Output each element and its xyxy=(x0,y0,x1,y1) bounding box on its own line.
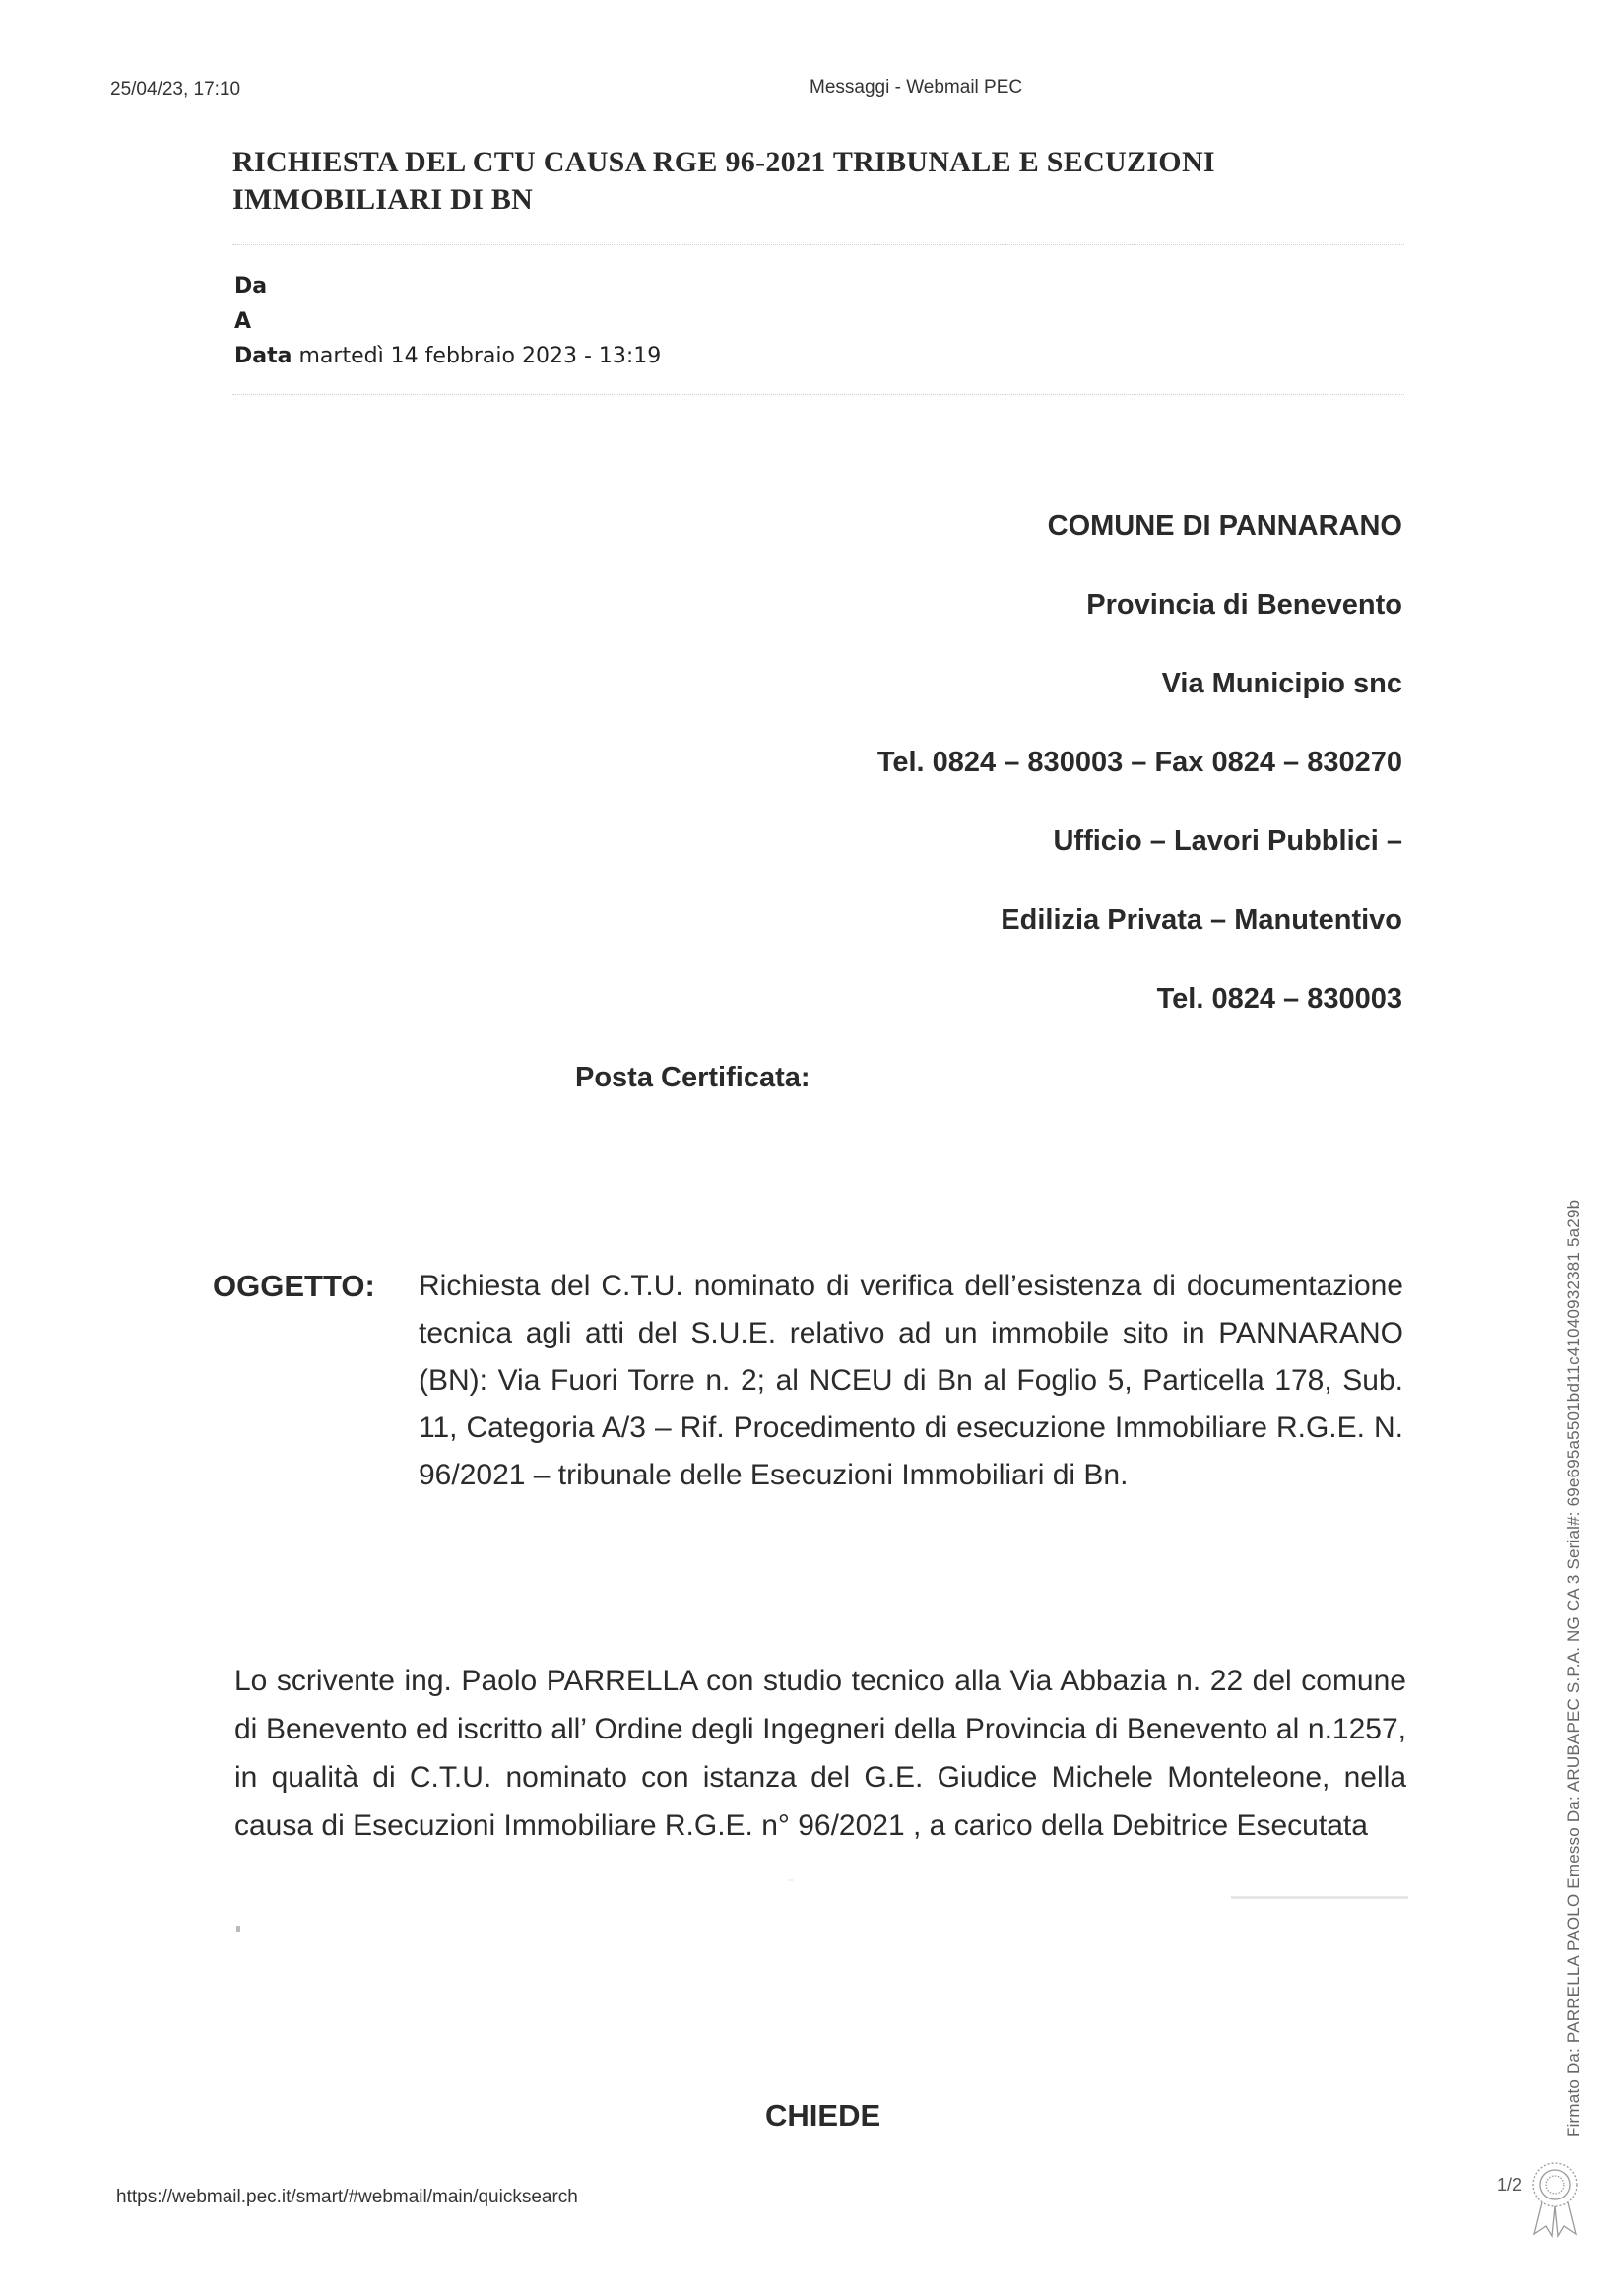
oggetto-text: Richiesta del C.T.U. nominato di verifica dell’esistenza di documentazione tecnica agli atti del S.U.E. relativo ad un immobile sito in PANNARANO (BN): Via Fuori Torre n. 2; al NCEU di Bn al Foglio 5, Particella 178, Sub. 11, Categoria A/3 – Rif. Procedimento di esecuzione Immobiliare R.G.E. N. 96/2021 – tribunale delle Esecuzioni Immobiliari di Bn. xyxy=(419,1270,1403,1491)
letterhead-provincia: Provincia di Benevento xyxy=(1086,589,1402,621)
print-title: Messaggi - Webmail PEC xyxy=(810,77,1023,98)
date-row xyxy=(234,344,661,368)
redacted-mark xyxy=(788,1879,794,1881)
letterhead-comune: COMUNE DI PANNARANO xyxy=(1047,510,1402,542)
divider xyxy=(232,394,1404,395)
redacted-mark xyxy=(1231,1896,1408,1899)
date-value: martedì 14 febbraio 2023 - 13:19 xyxy=(298,344,662,368)
to-label: A xyxy=(234,309,252,334)
digital-signature-stamp xyxy=(1556,1133,1595,2137)
to-row xyxy=(234,309,251,334)
print-datetime: 25/04/23, 17:10 xyxy=(110,79,241,99)
letterhead-phone-fax: Tel. 0824 – 830003 – Fax 0824 – 830270 xyxy=(876,747,1402,778)
signature-seal-icon xyxy=(1524,2155,1586,2238)
divider xyxy=(232,244,1404,245)
posta-certificata-label: Posta Certificata: xyxy=(575,1062,810,1093)
oggetto-label: OGGETTO: xyxy=(213,1269,375,1303)
letterhead-phone: Tel. 0824 – 830003 xyxy=(1156,983,1402,1015)
message-subject: RICHIESTA DEL CTU CAUSA RGE 96-2021 TRIBUNALE E SECUZIONI IMMOBILIARI DI BN xyxy=(232,146,1215,216)
letterhead-department: Edilizia Privata – Manutentivo xyxy=(1001,904,1402,936)
letterhead-address: Via Municipio snc xyxy=(1161,668,1402,699)
letterhead-office: Ufficio – Lavori Pubblici – xyxy=(1053,825,1402,857)
body-paragraph: Lo scrivente ing. Paolo PARRELLA con studio tecnico alla Via Abbazia n. 22 del comune di Benevento ed iscritto all’ Ordine degli Ingegneri della Provincia di Benevento al n.1257, in qualità di C.T.U. nominato con istanza del G.E. Giudice Michele Monteleone, nella causa di Esecuzioni Immobiliare R.G.E. n° 96/2021 , a carico della Debitrice Esecutata xyxy=(234,1665,1406,1842)
redacted-mark xyxy=(236,1926,240,1932)
digital-signature-text: Firmato Da: PARRELLA PAOLO Emesso Da: ARUBAPEC S.P.A. NG CA 3 Serial#: 69e695a5501bd11c41040932381 5a29b xyxy=(1564,1199,1583,2137)
chiede-heading: CHIEDE xyxy=(765,2098,881,2132)
date-label: Data xyxy=(234,344,292,368)
page-number: 1/2 xyxy=(1497,2175,1523,2195)
from-row xyxy=(234,274,267,298)
from-label: Da xyxy=(234,274,268,298)
footer-url: https://webmail.pec.it/smart/#webmail/main/quicksearch xyxy=(116,2187,578,2207)
